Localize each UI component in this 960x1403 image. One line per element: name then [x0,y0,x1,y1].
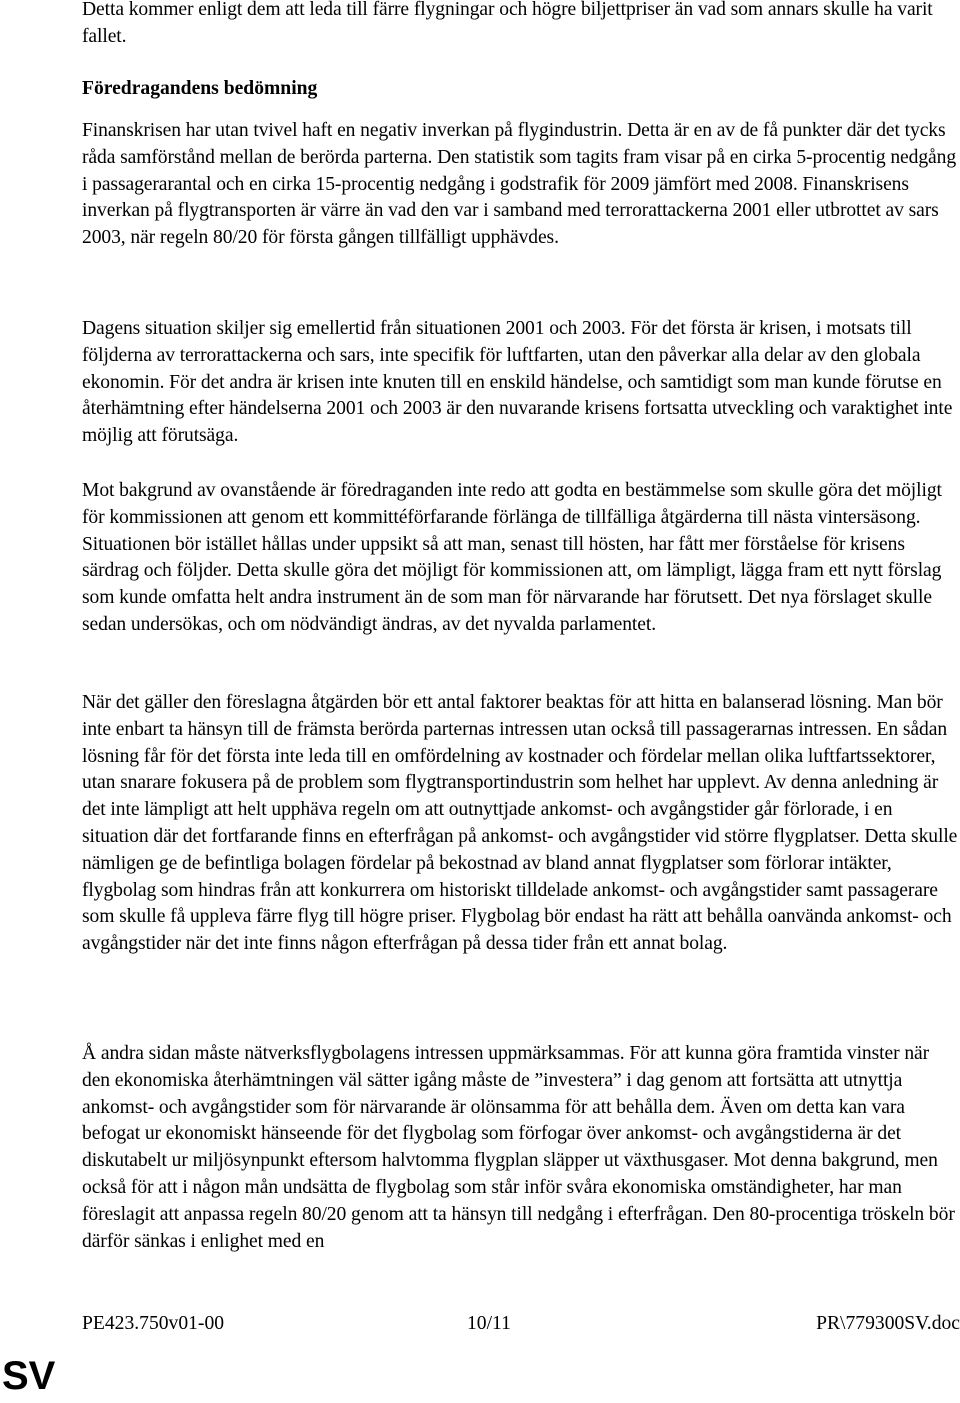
paragraph-network-carriers: Å andra sidan måste nätverksflygbolagens intressen uppmärksammas. För att kunna göra framtida vinster när den ekonomiska återhämtningen väl sätter igång måste de ”investera” i dag genom att fortsätta att utnyttja ankomst- och avgångstider som för närvarande är olönsamma för att behålla dem. Även om detta kan vara befogat ur ekonomiskt hänseende för det flygbolag som förfogar över ankomst- och avgångstiderna är det diskutabelt ur miljösynpunkt eftersom halvtomma flygplan släpper ut växthusgaser. Mot denna bakgrund, men också för att i någon mån undsätta de flygbolag som står inför svåra ekonomiska omständigheter, har man föreslagit att anpassa regeln 80/20 genom att ta hänsyn till nedgång i efterfrågan. Den 80-procentiga tröskeln bör därför sänkas i enlighet med en [82,1043,955,1252]
footer-file-reference: PR\779300SV.doc [816,1313,960,1334]
paragraph-intro: Detta kommer enligt dem att leda till färre flygningar och högre biljettpriser än vad som annars skulle ha varit fallet. [82,0,933,47]
footer-page-number: 10/11 [467,1313,511,1334]
language-code: SV [2,1354,56,1398]
paragraph-balanced-solution: När det gäller den föreslagna åtgärden bör ett antal faktorer beaktas för att hitta en balanserad lösning. Man bör inte enbart ta hänsyn till de främsta berörda parternas intressen utan också till passagerarnas intressen. En sådan lösning får för det första inte leda till en omfördelning av kostnader och fördelar mellan olika luftfartssektorer, utan snarare fokusera på de problem som flygtransportindustrin som helhet har upplevt. Av denna anledning är det inte lämpligt att helt upphäva regeln om att outnyttjade ankomst- och avgångstider går förlorade, i en situation där det fortfarande finns en efterfrågan på ankomst- och avgångstider vid större flygplatser. Detta skulle nämligen ge de befintliga bolagen fördelar på bekostnad av bland annat flygplatser som förlorar intäkter, flygbolag som hindras från att konkurrera om historiskt tilldelade ankomst- och avgångstider samt passagerare som skulle få uppleva färre flyg till högre priser. Flygbolag bör endast ha rätt att behålla oanvända ankomst- och avgångstider när det inte finns någon efterfrågan på dessa tider från ett annat bolag. [82,692,958,955]
paragraph-rapporteur-position: Mot bakgrund av ovanstående är föredraganden inte redo att godta en bestämmelse som skulle göra det möjligt för kommissionen att genom ett kommittéförfarande förlänga de tillfälliga åtgärderna till nästa vintersäsong. Situationen bör istället hållas under uppsikt så att man, senast till hösten, har fått mer förståelse för krisens särdrag och följder. Detta skulle göra det möjligt för kommissionen att, om lämpligt, lägga fram ett nytt förslag som kunde omfatta helt andra instrument än de som man för närvarande har förutsett. Det nya förslaget skulle sedan undersökas, och om nödvändigt ändras, av det nyvalda parlamentet. [82,480,942,635]
paragraph-financial-crisis: Finanskrisen har utan tvivel haft en negativ inverkan på flygindustrin. Detta är en av de få punkter där det tycks råda samförstånd mellan de berörda parterna. Den statistik som tagits fram visar på en cirka 5-procentig nedgång i passagerarantal och en cirka 15-procentig nedgång i godstrafik för 2009 jämfört med 2008. Finanskrisens inverkan på flygtransporten är värre än vad den var i samband med terrorattackerna 2001 eller utbrottet av sars 2003, när regeln 80/20 för första gången tillfälligt upphävdes. [82,120,957,249]
footer-reference: PE423.750v01-00 [82,1313,225,1334]
section-heading: Föredragandens bedömning [82,78,318,99]
paragraph-current-situation: Dagens situation skiljer sig emellertid från situationen 2001 och 2003. För det första är krisen, i motsats till följderna av terrorattackerna och sars, inte specifik för luftfarten, utan den påverkar alla delar av den globala ekonomin. För det andra är krisen inte knuten till en enskild händelse, och samtidigt som man kunde förutse en återhämtning efter händelserna 2001 och 2003 är den nuvarande krisens fortsatta utveckling och varaktighet inte möjlig att förutsäga. [82,318,953,447]
page-footer [82,1310,960,1338]
